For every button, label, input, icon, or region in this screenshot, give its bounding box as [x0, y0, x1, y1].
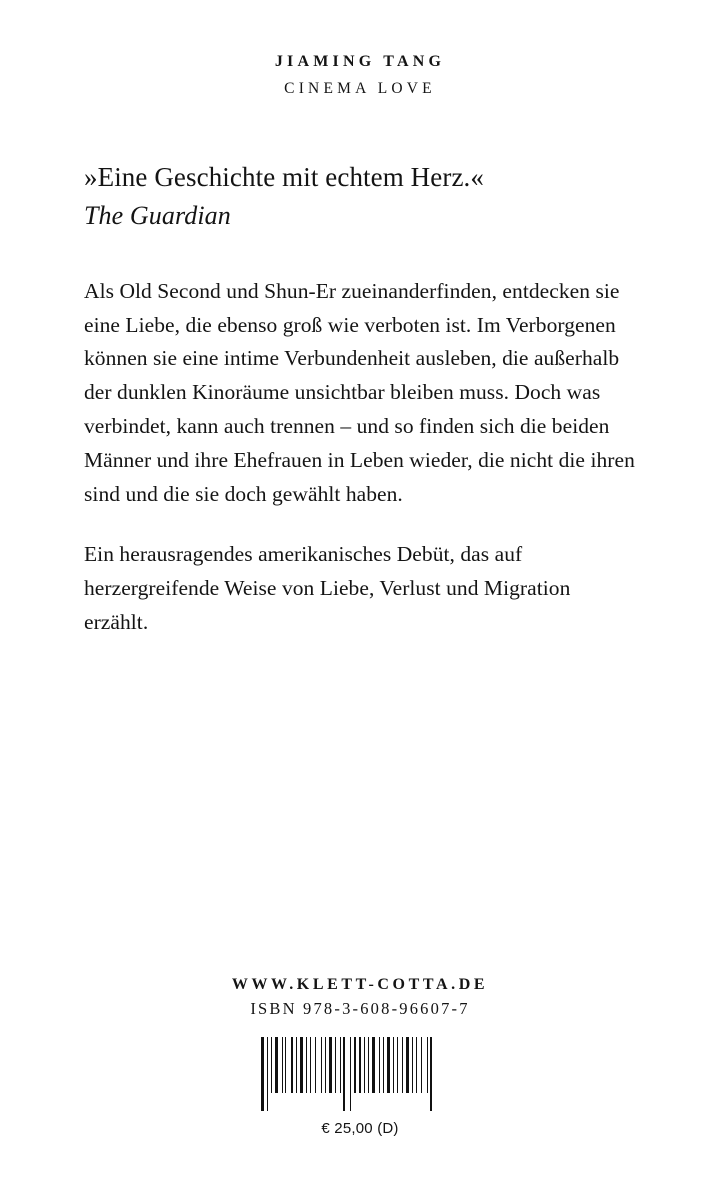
barcode-icon	[261, 1037, 459, 1111]
book-title: CINEMA LOVE	[284, 80, 436, 98]
pull-quote-source: The Guardian	[84, 200, 231, 230]
blurb-paragraph: Ein herausragendes amerikanisches Debüt, das auf herzergreifende Weise von Liebe, Verlust und Migration erzählt.	[84, 542, 571, 635]
barcode-block	[0, 1037, 720, 1137]
isbn-number: ISBN 978-3-608-96607-7	[250, 999, 470, 1018]
cover-header	[0, 0, 720, 100]
cover-content	[84, 160, 636, 640]
blurb-text	[84, 275, 636, 641]
blurb-paragraph: Als Old Second und Shun-Er zueinanderfinden, entdecken sie eine Liebe, die ebenso groß wie verboten ist. Im Verborgenen können sie eine intime Verbundenheit ausleben, die außerhalb der dunklen Kinoräume unsichtbar bleiben muss. Doch was verbindet, kann auch trennen – und so finden sich die beiden Männer und ihre Ehefrauen in Leben wieder, die nicht die ihren sind und die sie doch gewählt haben.	[84, 278, 635, 507]
cover-footer	[0, 976, 720, 1137]
pull-quote: »Eine Geschichte mit echtem Herz.«	[84, 162, 484, 192]
price-label: € 25,00 (D)	[321, 1120, 399, 1137]
publisher-website: WWW.KLETT-COTTA.DE	[231, 976, 489, 993]
author-name: JIAMING TANG	[274, 53, 446, 70]
